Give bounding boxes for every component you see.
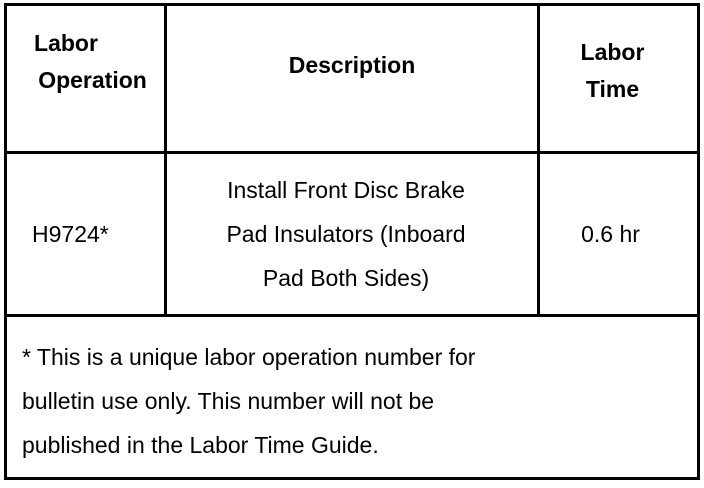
footnote-line-3: published in the Labor Time Guide. [22, 432, 379, 458]
footnote [7, 317, 697, 477]
description-line-1: Install Front Disc Brake [227, 177, 465, 203]
labor-operation-code: H9724* [32, 221, 109, 247]
row-description [167, 154, 537, 314]
header-labor-operation-line-1: Labor [34, 29, 98, 56]
description-line-2: Pad Insulators (Inboard [226, 221, 466, 247]
labor-operation-table [4, 3, 700, 480]
row-labor-time [540, 154, 697, 314]
labor-time-value: 0.6 hr [581, 221, 640, 247]
row-labor-operation [7, 154, 164, 314]
header-labor-operation [7, 6, 164, 151]
footnote-line-2: bulletin use only. This number will not be [22, 388, 435, 414]
description-line-3: Pad Both Sides) [262, 265, 430, 291]
header-labor-time-line-1: Labor [580, 38, 645, 65]
footnote-line-1: * This is a unique labor operation number for [22, 344, 476, 370]
header-labor-time-line-2: Time [585, 75, 640, 102]
header-description-label: Description [288, 52, 416, 78]
header-labor-time [540, 6, 697, 151]
header-description [167, 6, 537, 151]
header-labor-operation-line-2: Operation [38, 66, 147, 93]
